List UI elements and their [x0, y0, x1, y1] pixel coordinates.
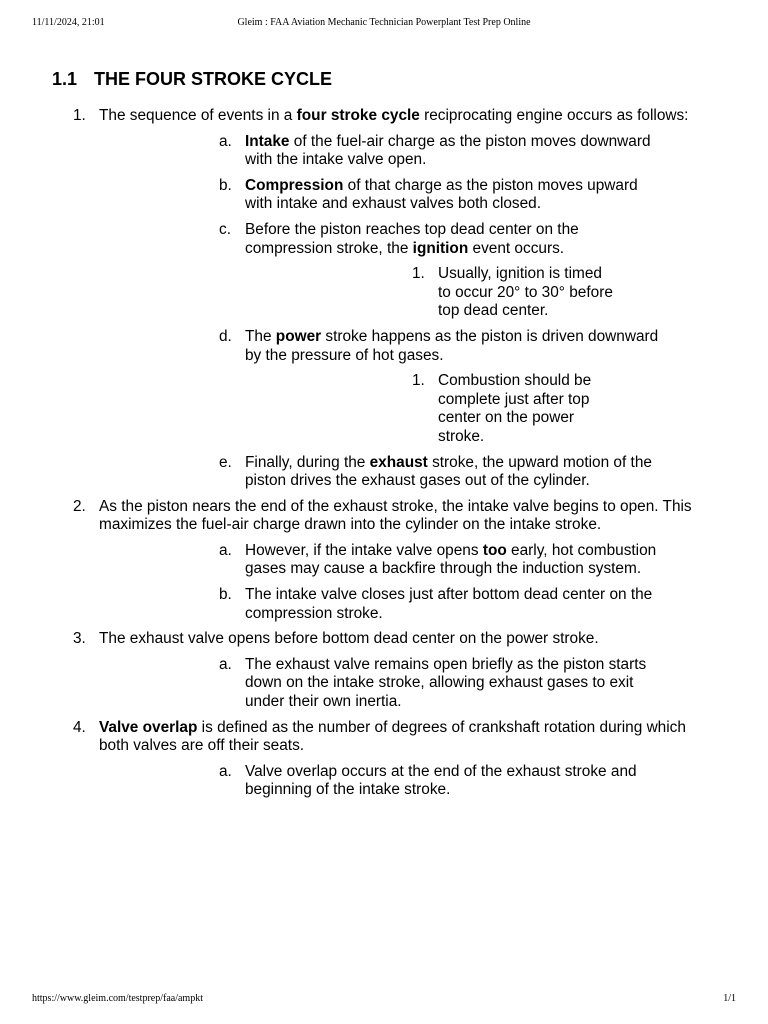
- text-run: The sequence of events in a: [99, 107, 297, 124]
- list-marker: a.: [219, 541, 232, 559]
- text-run: Before the piston reaches top dead center on the compression stroke, the: [245, 220, 579, 257]
- outline-item-text: [245, 542, 668, 579]
- section-heading: [52, 69, 332, 90]
- outline-item-text: [245, 763, 668, 800]
- bold-term: Intake: [245, 132, 290, 150]
- print-footer: [32, 993, 736, 1007]
- outline-item-level-2: [99, 177, 718, 214]
- list-marker: b.: [219, 586, 232, 604]
- outline-item-level-1: [0, 630, 768, 711]
- section-number: 1.1: [52, 69, 78, 89]
- text-run: reciprocating engine occurs as follows:: [419, 107, 689, 124]
- text-run: However, if the intake valve opens: [245, 541, 483, 559]
- text-run: Finally, during the: [245, 453, 370, 471]
- outline-item-text: [438, 372, 618, 446]
- text-run: The: [245, 327, 276, 345]
- outline-item-level-1: [0, 719, 768, 800]
- list-marker: 1.: [73, 107, 86, 124]
- text-run: early, hot combustion gases may cause a backfire through the induction system.: [245, 541, 657, 578]
- outline-item-text: [438, 265, 618, 321]
- section-title: THE FOUR STROKE CYCLE: [94, 69, 333, 89]
- print-datetime: 11/11/2024, 21:01: [32, 17, 105, 28]
- outline-item-text: [245, 656, 668, 712]
- text-run: event occurs.: [468, 239, 565, 257]
- outline-item-text: [245, 221, 668, 258]
- outline-item-level-2: [99, 656, 718, 712]
- text-run: stroke happens as the piston is driven downward by the pressure of hot gases.: [245, 327, 659, 364]
- print-page-title: Gleim : FAA Aviation Mechanic Technician Powerplant Test Prep Online: [237, 17, 531, 28]
- bold-term: too: [482, 541, 507, 559]
- outline-item-text: [99, 498, 718, 535]
- list-marker: e.: [219, 453, 232, 471]
- outline-item-level-3: [245, 372, 668, 446]
- outline-item-level-1: [0, 498, 768, 624]
- text-run: of that charge as the piston moves upward with intake and exhaust valves both closed.: [245, 176, 638, 213]
- outline-item-text: [245, 328, 668, 365]
- outline-item-text: [245, 177, 668, 214]
- list-marker: d.: [219, 327, 232, 345]
- text-run: Combustion should be complete just after top center on the power stroke.: [438, 372, 592, 445]
- text-run: The exhaust valve opens before bottom dead center on the power stroke.: [99, 630, 599, 648]
- outline-item-level-2: [99, 586, 718, 623]
- bold-term: Valve overlap: [99, 718, 198, 736]
- bold-term: exhaust: [369, 453, 428, 471]
- outline-item-text: [245, 133, 668, 170]
- outline-item-text: [99, 719, 718, 756]
- outline-item-text: [245, 454, 668, 491]
- outline-item-text: [99, 630, 718, 649]
- outline-item-level-2: [99, 328, 718, 447]
- print-header: [32, 17, 736, 31]
- list-marker: b.: [219, 176, 232, 194]
- text-run: The intake valve closes just after bottom dead center on the compression stroke.: [245, 586, 653, 622]
- outline-item-level-2: [99, 221, 718, 321]
- text-run: Valve overlap occurs at the end of the exhaust stroke and beginning of the intake stroke.: [245, 762, 637, 799]
- outline-item-level-2: [99, 763, 718, 800]
- outline-item-level-2: [99, 542, 718, 579]
- text-run: of the fuel-air charge as the piston moves downward with the intake valve open.: [245, 132, 651, 169]
- text-run: The exhaust valve remains open briefly as the piston starts down on the intake stroke, allowing exhaust gases to exit under their own inertia.: [245, 655, 647, 711]
- text-run: Usually, ignition is timed to occur 20° to 30° before top dead center.: [438, 265, 613, 320]
- list-marker: a.: [219, 132, 232, 150]
- outline-item-level-3: [245, 265, 668, 321]
- list-marker: a.: [219, 762, 232, 780]
- list-marker: c.: [219, 220, 231, 238]
- list-marker: a.: [219, 655, 232, 673]
- text-run: As the piston nears the end of the exhaust stroke, the intake valve begins to open. This maximizes the fuel-air charge drawn into the cylinder on the intake stroke.: [99, 497, 692, 534]
- outline-item-text: [245, 586, 668, 623]
- text-run: stroke, the upward motion of the piston drives the exhaust gases out of the cylinder.: [245, 453, 652, 490]
- outline-item-text: [99, 107, 718, 126]
- list-marker: 3.: [73, 630, 86, 648]
- bold-term: Compression: [245, 176, 344, 194]
- list-marker: 1.: [412, 372, 425, 390]
- text-run: is defined as the number of degrees of crankshaft rotation during which both valves are off their seats.: [99, 718, 686, 755]
- print-page-number: 1/1: [723, 993, 736, 1004]
- bold-term: ignition: [412, 239, 469, 257]
- outline-content: [0, 107, 768, 807]
- list-marker: 4.: [73, 718, 86, 736]
- bold-term: power: [275, 327, 322, 345]
- outline-item-level-2: [99, 133, 718, 170]
- outline-item-level-2: [99, 454, 718, 491]
- list-marker: 1.: [412, 265, 425, 283]
- print-url: https://www.gleim.com/testprep/faa/ampkt: [32, 993, 203, 1004]
- bold-term: four stroke cycle: [296, 107, 420, 124]
- outline-item-level-1: [0, 107, 768, 491]
- list-marker: 2.: [73, 497, 86, 515]
